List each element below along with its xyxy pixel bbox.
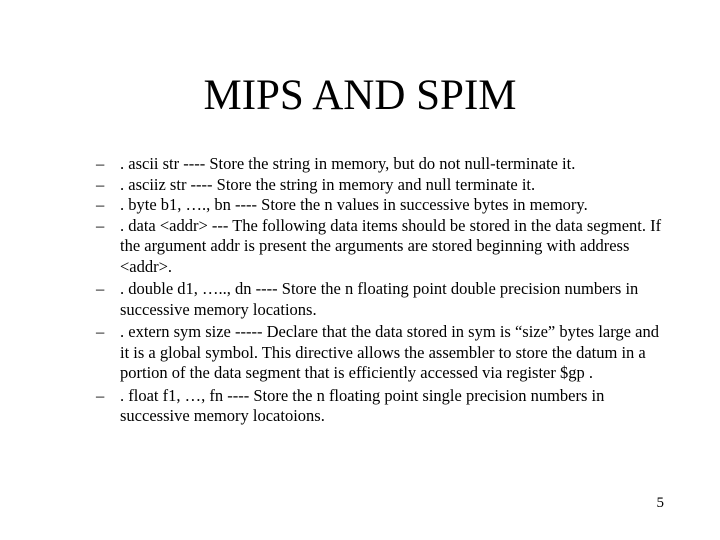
bullet-dash: – <box>96 322 105 341</box>
list-item-text: . ascii str ---- Store the string in memory, but do not null-terminate it. <box>120 154 576 173</box>
bullet-dash: – <box>96 174 105 194</box>
bullet-dash: – <box>96 154 105 173</box>
list-item-double <box>96 279 671 320</box>
bullet-dash: – <box>96 279 105 298</box>
list-item-float <box>96 386 671 427</box>
list-item-text: . double d1, ….., dn ---- Store the n floating point double precision numbers in successive memory locations. <box>120 279 639 319</box>
directive-list <box>96 154 671 429</box>
slide-title: MIPS AND SPIM <box>203 72 517 119</box>
list-item-asciiz <box>96 175 671 196</box>
bullet-dash: – <box>96 195 105 214</box>
list-item-ascii <box>96 154 671 175</box>
page-number: 5 <box>656 495 664 511</box>
list-item-text: . float f1, …, fn ---- Store the n floating point single precision numbers in successive memory locatoions. <box>120 385 605 425</box>
list-item-text: . asciiz str ---- Store the string in memory and null terminate it. <box>120 174 536 194</box>
list-item-text: . data <addr> --- The following data items should be stored in the data segment. If the argument addr is present the arguments are stored beginning with address <addr>. <box>120 215 662 276</box>
list-item-data <box>96 216 671 278</box>
list-item-text: . byte b1, …., bn ---- Store the n values in successive bytes in memory. <box>120 195 588 214</box>
list-item-byte <box>96 195 671 216</box>
list-item-extern <box>96 322 671 384</box>
bullet-dash: – <box>96 385 105 405</box>
list-item-text: . extern sym size ----- Declare that the data stored in sym is “size” bytes large and it is a global symbol. This directive allows the assembler to store the datum in a portion of the data segment that is efficiently accessed via register $gp . <box>120 322 659 382</box>
bullet-dash: – <box>96 215 105 235</box>
